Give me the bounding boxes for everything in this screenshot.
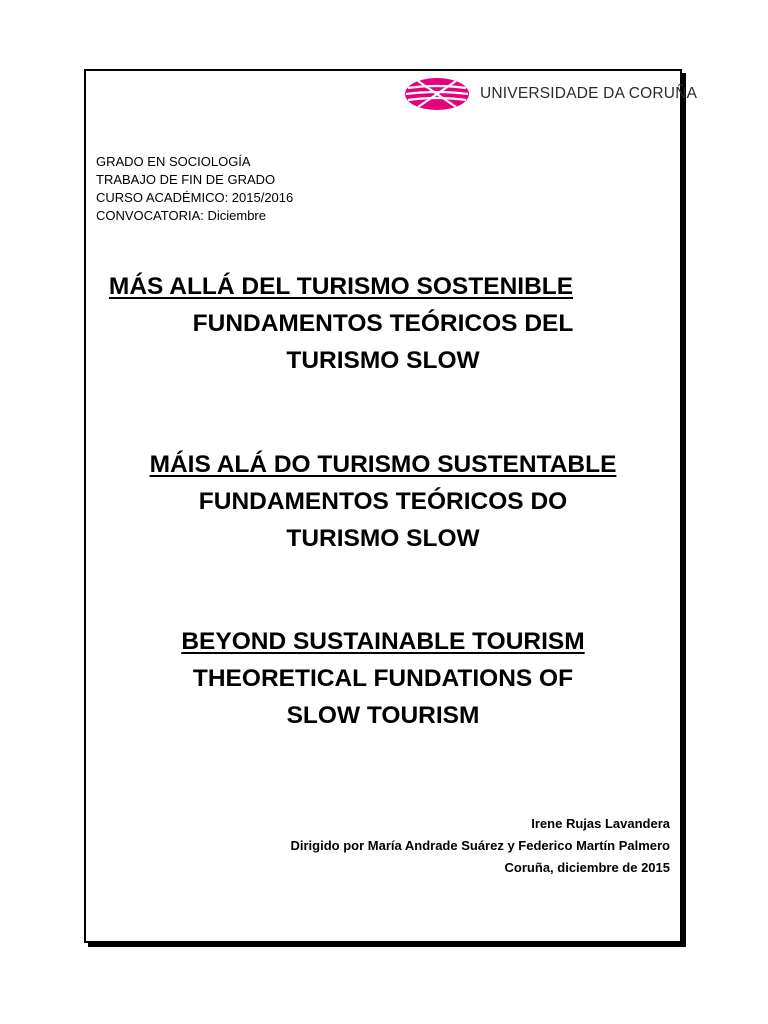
work-type-line: TRABAJO DE FIN DE GRADO (96, 172, 276, 187)
title-english-sub-1: THEORETICAL FUNDATIONS OF (192, 665, 574, 692)
title-english-main: BEYOND SUSTAINABLE TOURISM (181, 628, 585, 655)
academic-year-line: CURSO ACADÉMICO: 2015/2016 (96, 190, 294, 205)
title-english-sub-2: SLOW TOURISM (286, 702, 480, 729)
author-info (291, 813, 671, 879)
title-spanish-main: MÁS ALLÁ DEL TURISMO SOSTENIBLE (108, 273, 574, 300)
university-emblem-icon (404, 77, 470, 111)
title-galician (86, 446, 680, 557)
title-galician-sub-1: FUNDAMENTOS TEÓRICOS DO (198, 488, 568, 515)
title-galician-sub-2: TURISMO SLOW (286, 525, 480, 552)
author-name: Irene Rujas Lavandera (531, 816, 670, 831)
title-spanish-sub-2: TURISMO SLOW (286, 347, 480, 374)
degree-line: GRADO EN SOCIOLOGÍA (96, 154, 251, 169)
title-spanish (86, 268, 680, 379)
place-date: Coruña, diciembre de 2015 (504, 860, 670, 875)
title-galician-main: MÁIS ALÁ DO TURISMO SUSTENTABLE (149, 451, 617, 478)
title-spanish-sub-1: FUNDAMENTOS TEÓRICOS DEL (192, 310, 574, 337)
document-metadata (96, 153, 293, 225)
cover-page (84, 69, 698, 943)
university-name: UNIVERSIDADE DA CORUÑA (480, 85, 698, 102)
title-english (86, 623, 680, 734)
call-line: CONVOCATORIA: Diciembre (96, 208, 266, 223)
university-logo (404, 77, 697, 111)
supervisors: Dirigido por María Andrade Suárez y Federico Martín Palmero (290, 838, 670, 853)
